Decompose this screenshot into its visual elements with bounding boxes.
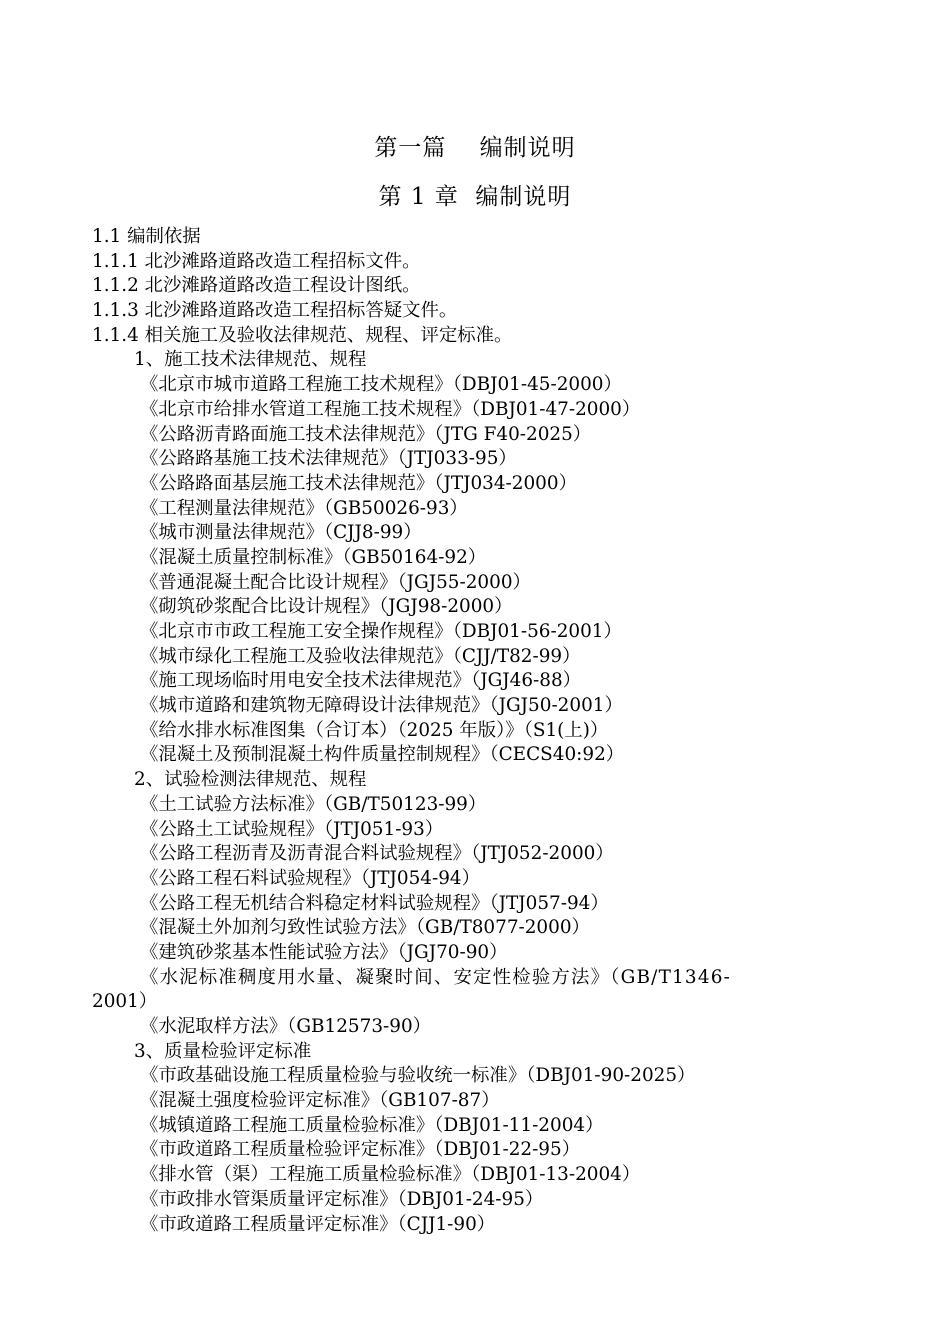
standard-item: 《北京市市政工程施工安全操作规程》（DBJ01-56-2001）: [140, 621, 622, 642]
document-body: [92, 225, 862, 1237]
standard-item: 《城市道路和建筑物无障碍设计法律规范》（JGJ50-2001）: [140, 695, 623, 717]
group-heading: 1、施工技术法律规范、规程: [134, 349, 367, 371]
standard-item: 《公路工程无机结合料稳定材料试验规程》（JTJ057-94）: [140, 892, 609, 914]
standard-item: 《混凝土外加剂匀致性试验方法》（GB/T8077-2000）: [140, 917, 590, 939]
standard-item: 《施工现场临时用电安全技术法律规范》（JGJ46-88）: [140, 670, 582, 692]
standard-item: 《土工试验方法标准》（GB/T50123-99）: [140, 793, 487, 815]
standard-item: 《市政道路工程质量评定标准》（CJJ1-90）: [140, 1213, 496, 1235]
chapter-title: 第 1 章 编制说明: [378, 184, 572, 210]
standard-item: 《公路路基施工技术法律规范》（JTJ033-95）: [140, 448, 517, 470]
standard-item-wrapped: 《水泥标准稠度用水量、凝聚时间、安定性检验方法》（GB/T1346-: [140, 966, 732, 988]
part-title: 第一篇 编制说明: [374, 135, 576, 161]
standard-item: 《普通混凝土配合比设计规程》（JGJ55-2000）: [140, 571, 531, 593]
standard-item: 《北京市给排水管道工程施工技术规程》（DBJ01-47-2000）: [140, 398, 641, 420]
standard-item: 《工程测量法律规范》（GB50026-93）: [140, 497, 468, 519]
basis-item: 1.1.2 北沙滩路道路改造工程设计图纸。: [92, 275, 421, 297]
standard-item: 《市政排水管渠质量评定标准》（DBJ01-24-95）: [140, 1188, 544, 1210]
basis-item: 1.1.3 北沙滩路道路改造工程招标答疑文件。: [92, 300, 458, 322]
standard-item: 《混凝土及预制混凝土构件质量控制规程》（CECS40:92）: [140, 744, 625, 766]
standard-item: 《市政道路工程质量检验评定标准》（DBJ01-22-95）: [140, 1139, 581, 1161]
standard-item: 《公路工程石料试验规程》（JTJ054-94）: [140, 867, 480, 889]
standard-item: 《公路路面基层施工技术法律规范》（JTJ034-2000）: [140, 472, 577, 494]
standard-item: 《混凝土质量控制标准》（GB50164-92）: [140, 546, 487, 568]
standard-item: 《砌筑砂浆配合比设计规程》（JGJ98-2000）: [140, 596, 513, 618]
standard-item: 《城镇道路工程施工质量检验标准》（DBJ01-11-2004）: [140, 1114, 604, 1136]
standard-item: 《公路沥青路面施工技术法律规范》（JTG F40-2025）: [140, 423, 592, 445]
standard-item-continuation: 2001）: [92, 991, 158, 1013]
section-heading: 1.1 编制依据: [92, 226, 201, 247]
standard-item: 《混凝土强度检验评定标准》（GB107-87）: [140, 1090, 500, 1112]
standard-item: 《水泥取样方法》（GB12573-90）: [140, 1016, 432, 1037]
basis-item: 1.1.1 北沙滩路道路改造工程招标文件。: [92, 250, 421, 272]
group-heading: 2、试验检测法律规范、规程: [134, 769, 367, 791]
standard-item: 《给水排水标准图集（合订本）（2025 年版）》（S1(上)）: [140, 719, 609, 741]
standard-item: 《市政基础设施工程质量检验与验收统一标准》（DBJ01-90-2025）: [140, 1065, 696, 1087]
standard-item: 《城市绿化工程施工及验收法律规范》（CJJ/T82-99）: [140, 645, 581, 667]
basis-item: 1.1.4 相关施工及验收法律规范、规程、评定标准。: [92, 324, 513, 346]
group-heading: 3、质量检验评定标准: [134, 1040, 312, 1062]
standard-item: 《北京市城市道路工程施工技术规程》（DBJ01-45-2000）: [140, 374, 622, 396]
standard-item: 《排水管（渠）工程施工质量检验标准》（DBJ01-13-2004）: [140, 1164, 641, 1186]
standard-item: 《城市测量法律规范》（CJJ8-99）: [140, 522, 422, 544]
standard-item: 《公路土工试验规程》（JTJ051-93）: [140, 818, 444, 840]
standard-item: 《公路工程沥青及沥青混合料试验规程》（JTJ052-2000）: [140, 843, 614, 865]
standard-item: 《建筑砂浆基本性能试验方法》（JGJ70-90）: [140, 941, 508, 963]
